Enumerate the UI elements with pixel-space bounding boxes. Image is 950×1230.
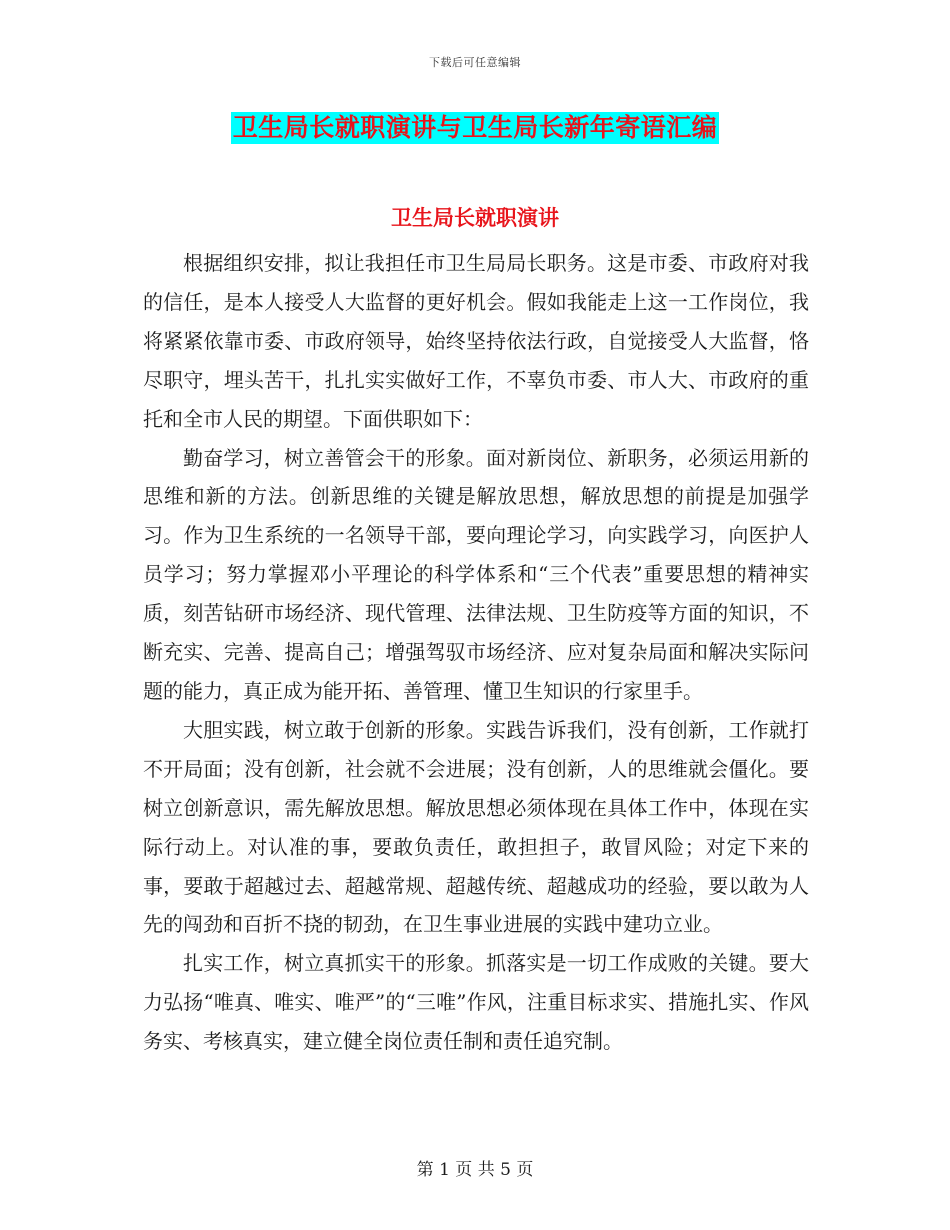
paragraph: 大胆实践，树立敢于创新的形象。实践告诉我们，没有创新，工作就打不开局面；没有创新，社会就不会进展；没有创新，人的思维就会僵化。要树立创新意识，需先解放思想。解放思想必须体现在具体工作中，体现在实际行动上。对认准的事，要敢负责任，敢担担子，敢冒风险；对定下来的事，要敢于超越过去、超越常规、超越传统、超越成功的经验，要以敢为人先的闯劲和百折不挠的韧劲，在卫生事业进展的实践中建功立业。 <box>143 717 809 937</box>
document-title-container <box>0 112 950 144</box>
header-note: 下载后可任意编辑 <box>429 56 521 69</box>
page-indicator: 第 1 页 共 5 页 <box>416 1160 534 1180</box>
paragraph: 根据组织安排，拟让我担任市卫生局局长职务。这是市委、市政府对我的信任，是本人接受人大监督的更好机会。假如我能走上这一工作岗位，我将紧紧依靠市委、市政府领导，始终坚持依法行政，自觉接受人大监督，恪尽职守，埋头苦干，扎扎实实做好工作，不辜负市委、市人大、市政府的重托和全市人民的期望。下面供职如下： <box>143 251 809 431</box>
document-body <box>143 244 809 1061</box>
section-title: 卫生局长就职演讲 <box>391 205 559 230</box>
paragraph: 扎实工作，树立真抓实干的形象。抓落实是一切工作成败的关键。要大力弘扬“唯真、唯实、唯严”的“三唯”作风，注重目标求实、措施扎实、作风务实、考核真实，建立健全岗位责任制和责任追究制。 <box>143 951 809 1054</box>
paragraph: 勤奋学习，树立善管会干的形象。面对新岗位、新职务，必须运用新的思维和新的方法。创新思维的关键是解放思想，解放思想的前提是加强学习。作为卫生系统的一名领导干部，要向理论学习，向实践学习，向医护人员学习；努力掌握邓小平理论的科学体系和“三个代表”重要思想的精神实质，刻苦钻研市场经济、现代管理、法律法规、卫生防疫等方面的知识，不断充实、完善、提高自己；增强驾驭市场经济、应对复杂局面和解决实际问题的能力，真正成为能开拓、善管理、懂卫生知识的行家里手。 <box>143 445 809 703</box>
document-title: 卫生局长就职演讲与卫生局长新年寄语汇编 <box>232 113 718 142</box>
